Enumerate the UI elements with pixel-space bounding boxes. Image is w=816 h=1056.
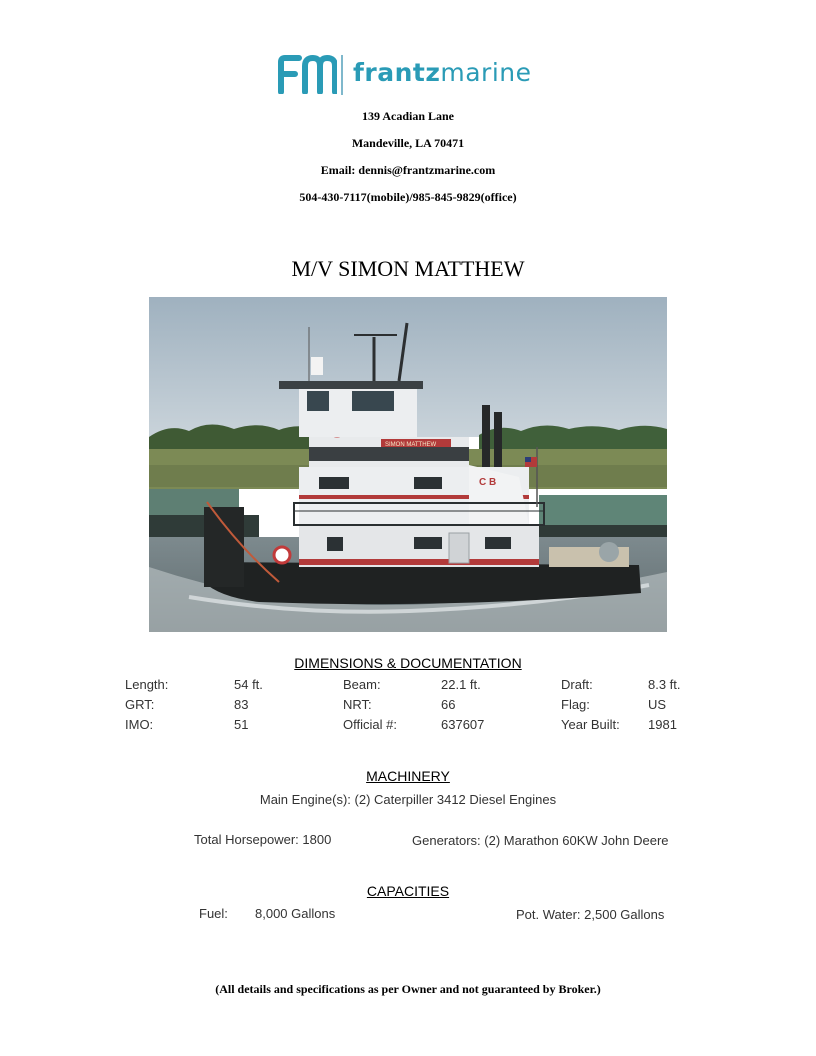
contact-email: Email: dennis@frantzmarine.com bbox=[320, 163, 496, 177]
fuel-label: Fuel: bbox=[199, 906, 228, 921]
draft-value: 8.3 ft. bbox=[648, 677, 681, 692]
flag-label: Flag: bbox=[561, 697, 590, 712]
nrt-value: 66 bbox=[441, 697, 456, 712]
generators: Generators: (2) Marathon 60KW John Deere bbox=[412, 833, 669, 848]
year-built-value: 1981 bbox=[648, 717, 677, 732]
fuel-value: 8,000 Gallons bbox=[255, 906, 336, 921]
main-engines: Main Engine(s): (2) Caterpiller 3412 Diesel Engines bbox=[259, 792, 557, 807]
brand-name: frantzmarine bbox=[353, 58, 532, 87]
pot-water: Pot. Water: 2,500 Gallons bbox=[516, 907, 665, 922]
flag-value: US bbox=[648, 697, 667, 712]
official-number-value: 637607 bbox=[441, 717, 485, 732]
contact-phone: 504-430-7117(mobile)/985-845-9829(office) bbox=[299, 190, 517, 204]
disclaimer: (All details and specifications as per Owner and not guaranteed by Broker.) bbox=[215, 982, 601, 996]
length-label: Length: bbox=[125, 677, 169, 692]
address-city: Mandeville, LA 70471 bbox=[351, 136, 465, 150]
vessel-title: M/V SIMON MATTHEW bbox=[291, 256, 525, 281]
svg-text:C B: C B bbox=[479, 477, 497, 488]
grt-label: GRT: bbox=[125, 697, 155, 712]
grt-value: 83 bbox=[234, 697, 249, 712]
beam-label: Beam: bbox=[343, 677, 381, 692]
dimensions-heading: DIMENSIONS & DOCUMENTATION bbox=[294, 655, 522, 671]
logo-divider bbox=[341, 55, 343, 95]
nrt-label: NRT: bbox=[343, 697, 372, 712]
vessel-photo bbox=[149, 297, 667, 632]
imo-value: 51 bbox=[234, 717, 249, 732]
svg-text:SIMON MATTHEW: SIMON MATTHEW bbox=[385, 442, 437, 448]
year-built-label: Year Built: bbox=[561, 717, 620, 732]
capacities-heading: CAPACITIES bbox=[366, 883, 450, 899]
official-number-label: Official #: bbox=[343, 717, 397, 732]
address-street: 139 Acadian Lane bbox=[361, 109, 454, 123]
total-horsepower: Total Horsepower: 1800 bbox=[194, 832, 332, 847]
draft-label: Draft: bbox=[561, 677, 593, 692]
machinery-heading: MACHINERY bbox=[366, 768, 450, 784]
imo-label: IMO: bbox=[125, 717, 154, 732]
fm-logo-icon bbox=[277, 54, 337, 94]
beam-value: 22.1 ft. bbox=[441, 677, 481, 692]
company-logo bbox=[277, 52, 547, 98]
length-value: 54 ft. bbox=[234, 677, 263, 692]
